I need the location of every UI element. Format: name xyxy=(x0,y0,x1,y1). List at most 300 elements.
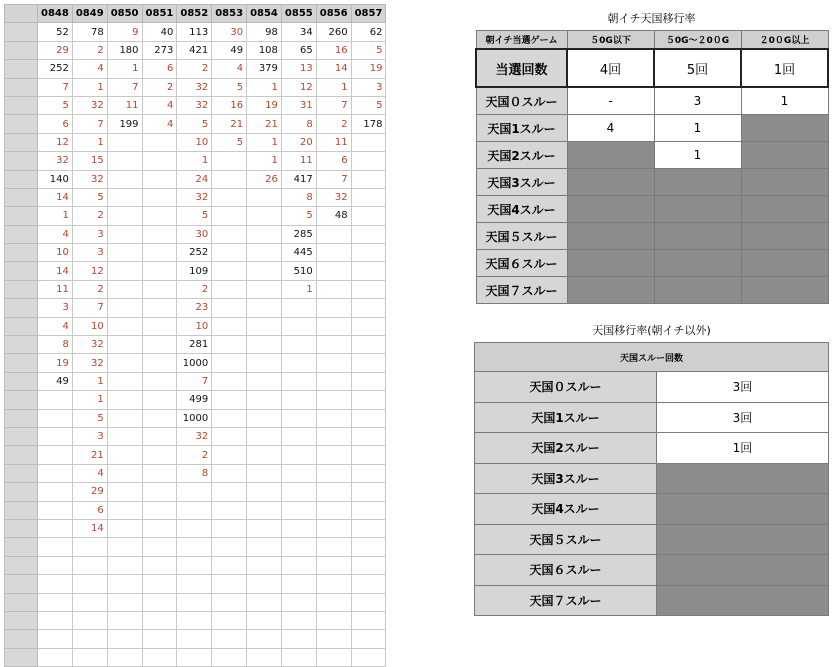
sheet-cell[interactable] xyxy=(247,317,282,335)
column-header[interactable]: 0849 xyxy=(72,5,107,23)
column-header[interactable]: 0855 xyxy=(281,5,316,23)
sheet-cell[interactable]: 34 xyxy=(281,23,316,41)
sheet-cell[interactable] xyxy=(38,538,73,556)
sheet-cell[interactable]: 1 xyxy=(247,152,282,170)
sheet-cell[interactable] xyxy=(72,630,107,648)
sheet-cell[interactable]: 10 xyxy=(72,317,107,335)
sheet-cell[interactable]: 4 xyxy=(38,225,73,243)
sheet-cell[interactable] xyxy=(247,244,282,262)
sheet-cell[interactable] xyxy=(142,262,177,280)
sheet-cell[interactable] xyxy=(38,611,73,629)
sheet-cell[interactable]: 2 xyxy=(72,280,107,298)
sheet-cell[interactable]: 5 xyxy=(72,409,107,427)
sheet-cell[interactable] xyxy=(316,464,351,482)
sheet-cell[interactable]: 8 xyxy=(281,115,316,133)
column-header[interactable]: 0848 xyxy=(38,5,73,23)
sheet-cell[interactable] xyxy=(142,133,177,151)
column-header[interactable]: 0852 xyxy=(177,5,212,23)
sheet-cell[interactable]: 3 xyxy=(351,78,386,96)
sheet-cell[interactable] xyxy=(281,409,316,427)
sheet-cell[interactable] xyxy=(212,630,247,648)
sheet-cell[interactable] xyxy=(142,391,177,409)
sheet-cell[interactable]: 5 xyxy=(351,41,386,59)
sheet-cell[interactable] xyxy=(247,538,282,556)
row-header[interactable] xyxy=(5,225,38,243)
sheet-cell[interactable] xyxy=(351,575,386,593)
sheet-cell[interactable] xyxy=(38,446,73,464)
sheet-cell[interactable]: 2 xyxy=(177,280,212,298)
sheet-cell[interactable] xyxy=(142,556,177,574)
sheet-cell[interactable]: 26 xyxy=(247,170,282,188)
sheet-cell[interactable]: 8 xyxy=(38,336,73,354)
sheet-cell[interactable] xyxy=(212,262,247,280)
sheet-cell[interactable] xyxy=(316,593,351,611)
sheet-cell[interactable]: 113 xyxy=(177,23,212,41)
sheet-cell[interactable] xyxy=(281,611,316,629)
sheet-cell[interactable]: 32 xyxy=(72,170,107,188)
sheet-cell[interactable]: 7 xyxy=(107,78,142,96)
row-header[interactable] xyxy=(5,354,38,372)
sheet-cell[interactable] xyxy=(351,483,386,501)
row-header[interactable] xyxy=(5,41,38,59)
row-header[interactable] xyxy=(5,299,38,317)
sheet-cell[interactable] xyxy=(247,501,282,519)
sheet-cell[interactable] xyxy=(72,611,107,629)
sheet-cell[interactable]: 8 xyxy=(177,464,212,482)
sheet-cell[interactable] xyxy=(247,299,282,317)
sheet-cell[interactable] xyxy=(38,391,73,409)
sheet-cell[interactable]: 421 xyxy=(177,41,212,59)
row-header[interactable] xyxy=(5,593,38,611)
sheet-cell[interactable]: 178 xyxy=(351,115,386,133)
sheet-cell[interactable] xyxy=(316,556,351,574)
sheet-cell[interactable] xyxy=(142,464,177,482)
sheet-cell[interactable]: 499 xyxy=(177,391,212,409)
sheet-cell[interactable] xyxy=(281,336,316,354)
sheet-cell[interactable] xyxy=(212,188,247,206)
sheet-cell[interactable] xyxy=(212,519,247,537)
sheet-cell[interactable] xyxy=(107,280,142,298)
sheet-cell[interactable]: 6 xyxy=(142,60,177,78)
sheet-cell[interactable] xyxy=(212,648,247,666)
row-header[interactable] xyxy=(5,464,38,482)
sheet-cell[interactable] xyxy=(351,538,386,556)
row-header[interactable] xyxy=(5,630,38,648)
sheet-cell[interactable]: 16 xyxy=(212,96,247,114)
sheet-cell[interactable]: 8 xyxy=(281,188,316,206)
sheet-cell[interactable] xyxy=(142,483,177,501)
sheet-cell[interactable] xyxy=(247,354,282,372)
sheet-cell[interactable] xyxy=(142,446,177,464)
sheet-cell[interactable] xyxy=(281,354,316,372)
sheet-cell[interactable] xyxy=(351,299,386,317)
sheet-cell[interactable]: 4 xyxy=(72,464,107,482)
sheet-cell[interactable]: 2 xyxy=(72,41,107,59)
row-header[interactable] xyxy=(5,372,38,390)
sheet-cell[interactable] xyxy=(351,611,386,629)
sheet-cell[interactable] xyxy=(316,225,351,243)
sheet-cell[interactable] xyxy=(247,519,282,537)
sheet-cell[interactable]: 281 xyxy=(177,336,212,354)
row-header[interactable] xyxy=(5,133,38,151)
sheet-cell[interactable]: 1 xyxy=(72,372,107,390)
sheet-cell[interactable] xyxy=(212,225,247,243)
sheet-cell[interactable] xyxy=(107,501,142,519)
sheet-cell[interactable] xyxy=(142,648,177,666)
sheet-cell[interactable] xyxy=(38,593,73,611)
row-header[interactable] xyxy=(5,483,38,501)
sheet-cell[interactable]: 29 xyxy=(38,41,73,59)
sheet-cell[interactable] xyxy=(107,262,142,280)
sheet-cell[interactable] xyxy=(316,648,351,666)
sheet-cell[interactable] xyxy=(38,501,73,519)
sheet-cell[interactable] xyxy=(177,519,212,537)
sheet-cell[interactable] xyxy=(72,593,107,611)
sheet-cell[interactable]: 24 xyxy=(177,170,212,188)
sheet-cell[interactable] xyxy=(107,446,142,464)
column-header[interactable]: 0854 xyxy=(247,5,282,23)
sheet-cell[interactable] xyxy=(142,280,177,298)
sheet-cell[interactable] xyxy=(247,464,282,482)
sheet-cell[interactable]: 252 xyxy=(177,244,212,262)
row-header[interactable] xyxy=(5,409,38,427)
sheet-cell[interactable] xyxy=(142,354,177,372)
sheet-cell[interactable] xyxy=(247,427,282,445)
column-header[interactable]: 0857 xyxy=(351,5,386,23)
sheet-cell[interactable] xyxy=(107,538,142,556)
sheet-cell[interactable] xyxy=(107,336,142,354)
sheet-cell[interactable] xyxy=(177,556,212,574)
sheet-cell[interactable]: 1 xyxy=(72,78,107,96)
sheet-cell[interactable] xyxy=(247,611,282,629)
sheet-cell[interactable] xyxy=(107,593,142,611)
sheet-cell[interactable]: 32 xyxy=(38,152,73,170)
sheet-cell[interactable]: 2 xyxy=(72,207,107,225)
sheet-cell[interactable]: 52 xyxy=(38,23,73,41)
sheet-cell[interactable]: 49 xyxy=(212,41,247,59)
sheet-cell[interactable]: 31 xyxy=(281,96,316,114)
sheet-cell[interactable] xyxy=(212,152,247,170)
row-header[interactable] xyxy=(5,336,38,354)
sheet-cell[interactable]: 21 xyxy=(212,115,247,133)
sheet-cell[interactable]: 32 xyxy=(72,354,107,372)
sheet-cell[interactable] xyxy=(142,593,177,611)
sheet-cell[interactable] xyxy=(281,427,316,445)
sheet-cell[interactable]: 15 xyxy=(72,152,107,170)
sheet-cell[interactable]: 32 xyxy=(177,78,212,96)
sheet-cell[interactable] xyxy=(142,336,177,354)
sheet-cell[interactable] xyxy=(107,225,142,243)
sheet-cell[interactable] xyxy=(247,225,282,243)
sheet-cell[interactable] xyxy=(107,170,142,188)
sheet-cell[interactable]: 11 xyxy=(107,96,142,114)
sheet-cell[interactable]: 7 xyxy=(72,299,107,317)
sheet-cell[interactable]: 1 xyxy=(38,207,73,225)
sheet-cell[interactable] xyxy=(212,409,247,427)
sheet-cell[interactable]: 7 xyxy=(72,115,107,133)
sheet-cell[interactable]: 445 xyxy=(281,244,316,262)
sheet-cell[interactable] xyxy=(247,575,282,593)
sheet-cell[interactable]: 252 xyxy=(38,60,73,78)
sheet-cell[interactable]: 32 xyxy=(72,96,107,114)
sheet-cell[interactable]: 1 xyxy=(247,78,282,96)
sheet-cell[interactable] xyxy=(281,575,316,593)
sheet-cell[interactable] xyxy=(212,575,247,593)
sheet-cell[interactable]: 9 xyxy=(107,23,142,41)
row-header[interactable] xyxy=(5,244,38,262)
sheet-cell[interactable] xyxy=(142,188,177,206)
row-header[interactable] xyxy=(5,575,38,593)
sheet-cell[interactable] xyxy=(142,299,177,317)
sheet-cell[interactable] xyxy=(247,648,282,666)
sheet-cell[interactable]: 5 xyxy=(281,207,316,225)
sheet-cell[interactable] xyxy=(316,427,351,445)
sheet-cell[interactable] xyxy=(281,648,316,666)
sheet-cell[interactable] xyxy=(142,427,177,445)
sheet-cell[interactable]: 5 xyxy=(177,207,212,225)
sheet-cell[interactable] xyxy=(142,372,177,390)
sheet-cell[interactable] xyxy=(281,630,316,648)
sheet-cell[interactable]: 7 xyxy=(316,96,351,114)
sheet-cell[interactable] xyxy=(212,354,247,372)
sheet-cell[interactable] xyxy=(351,152,386,170)
sheet-cell[interactable] xyxy=(107,372,142,390)
sheet-cell[interactable] xyxy=(247,188,282,206)
sheet-cell[interactable] xyxy=(247,372,282,390)
column-header[interactable]: 0853 xyxy=(212,5,247,23)
sheet-cell[interactable]: 4 xyxy=(72,60,107,78)
row-header[interactable] xyxy=(5,556,38,574)
sheet-cell[interactable] xyxy=(38,556,73,574)
sheet-cell[interactable]: 78 xyxy=(72,23,107,41)
sheet-cell[interactable] xyxy=(212,280,247,298)
row-header[interactable] xyxy=(5,96,38,114)
sheet-cell[interactable] xyxy=(316,372,351,390)
sheet-cell[interactable]: 109 xyxy=(177,262,212,280)
sheet-cell[interactable]: 5 xyxy=(72,188,107,206)
sheet-cell[interactable]: 19 xyxy=(247,96,282,114)
sheet-cell[interactable] xyxy=(316,391,351,409)
sheet-cell[interactable] xyxy=(351,170,386,188)
sheet-cell[interactable] xyxy=(316,299,351,317)
sheet-cell[interactable]: 13 xyxy=(281,60,316,78)
sheet-cell[interactable] xyxy=(212,446,247,464)
sheet-cell[interactable] xyxy=(142,519,177,537)
sheet-cell[interactable] xyxy=(107,317,142,335)
sheet-cell[interactable] xyxy=(316,409,351,427)
sheet-cell[interactable] xyxy=(177,593,212,611)
sheet-cell[interactable] xyxy=(316,336,351,354)
sheet-cell[interactable]: 32 xyxy=(72,336,107,354)
sheet-cell[interactable]: 3 xyxy=(72,225,107,243)
sheet-cell[interactable] xyxy=(351,225,386,243)
column-header[interactable]: 0856 xyxy=(316,5,351,23)
sheet-cell[interactable] xyxy=(107,152,142,170)
sheet-cell[interactable]: 12 xyxy=(281,78,316,96)
sheet-cell[interactable]: 4 xyxy=(142,96,177,114)
sheet-cell[interactable]: 6 xyxy=(38,115,73,133)
sheet-cell[interactable] xyxy=(247,262,282,280)
sheet-cell[interactable]: 417 xyxy=(281,170,316,188)
sheet-cell[interactable] xyxy=(351,262,386,280)
sheet-cell[interactable] xyxy=(247,483,282,501)
sheet-cell[interactable]: 5 xyxy=(177,115,212,133)
sheet-cell[interactable] xyxy=(107,556,142,574)
sheet-cell[interactable] xyxy=(247,556,282,574)
sheet-cell[interactable] xyxy=(107,575,142,593)
sheet-cell[interactable] xyxy=(212,611,247,629)
sheet-cell[interactable] xyxy=(142,630,177,648)
sheet-cell[interactable] xyxy=(281,483,316,501)
sheet-cell[interactable]: 23 xyxy=(177,299,212,317)
sheet-cell[interactable]: 4 xyxy=(142,115,177,133)
sheet-cell[interactable] xyxy=(142,611,177,629)
sheet-cell[interactable] xyxy=(281,538,316,556)
sheet-cell[interactable] xyxy=(72,538,107,556)
row-header[interactable] xyxy=(5,262,38,280)
sheet-cell[interactable] xyxy=(316,244,351,262)
sheet-cell[interactable]: 14 xyxy=(72,519,107,537)
sheet-cell[interactable] xyxy=(38,648,73,666)
sheet-cell[interactable]: 1 xyxy=(316,78,351,96)
sheet-cell[interactable]: 7 xyxy=(38,78,73,96)
sheet-cell[interactable] xyxy=(177,611,212,629)
sheet-cell[interactable] xyxy=(177,630,212,648)
sheet-cell[interactable]: 1 xyxy=(72,391,107,409)
sheet-cell[interactable] xyxy=(212,593,247,611)
row-header[interactable] xyxy=(5,115,38,133)
sheet-cell[interactable] xyxy=(351,336,386,354)
sheet-cell[interactable] xyxy=(316,630,351,648)
sheet-cell[interactable]: 5 xyxy=(212,133,247,151)
sheet-cell[interactable]: 32 xyxy=(177,427,212,445)
sheet-cell[interactable]: 5 xyxy=(351,96,386,114)
sheet-cell[interactable] xyxy=(351,280,386,298)
sheet-cell[interactable]: 3 xyxy=(72,244,107,262)
sheet-cell[interactable] xyxy=(247,446,282,464)
sheet-cell[interactable]: 49 xyxy=(38,372,73,390)
sheet-cell[interactable] xyxy=(351,648,386,666)
sheet-cell[interactable] xyxy=(247,336,282,354)
sheet-cell[interactable] xyxy=(212,427,247,445)
sheet-cell[interactable]: 140 xyxy=(38,170,73,188)
row-header[interactable] xyxy=(5,501,38,519)
row-header[interactable] xyxy=(5,152,38,170)
sheet-cell[interactable]: 20 xyxy=(281,133,316,151)
sheet-cell[interactable]: 260 xyxy=(316,23,351,41)
sheet-cell[interactable] xyxy=(281,519,316,537)
sheet-cell[interactable] xyxy=(107,611,142,629)
sheet-cell[interactable] xyxy=(107,427,142,445)
row-header[interactable] xyxy=(5,391,38,409)
sheet-cell[interactable] xyxy=(107,207,142,225)
sheet-cell[interactable]: 1 xyxy=(177,152,212,170)
sheet-cell[interactable] xyxy=(247,409,282,427)
sheet-cell[interactable] xyxy=(38,519,73,537)
sheet-cell[interactable] xyxy=(212,372,247,390)
sheet-cell[interactable] xyxy=(281,464,316,482)
sheet-cell[interactable]: 7 xyxy=(177,372,212,390)
sheet-cell[interactable]: 16 xyxy=(316,41,351,59)
sheet-cell[interactable] xyxy=(177,483,212,501)
sheet-cell[interactable] xyxy=(38,427,73,445)
sheet-cell[interactable]: 5 xyxy=(38,96,73,114)
sheet-cell[interactable] xyxy=(38,464,73,482)
sheet-cell[interactable]: 62 xyxy=(351,23,386,41)
sheet-cell[interactable] xyxy=(316,354,351,372)
sheet-cell[interactable]: 2 xyxy=(177,60,212,78)
sheet-cell[interactable]: 40 xyxy=(142,23,177,41)
sheet-cell[interactable]: 19 xyxy=(351,60,386,78)
row-header[interactable] xyxy=(5,23,38,41)
sheet-cell[interactable] xyxy=(107,299,142,317)
sheet-cell[interactable] xyxy=(212,391,247,409)
sheet-cell[interactable] xyxy=(107,630,142,648)
sheet-cell[interactable]: 5 xyxy=(212,78,247,96)
sheet-cell[interactable] xyxy=(212,483,247,501)
sheet-cell[interactable]: 285 xyxy=(281,225,316,243)
sheet-cell[interactable] xyxy=(351,519,386,537)
sheet-cell[interactable] xyxy=(281,391,316,409)
sheet-cell[interactable]: 108 xyxy=(247,41,282,59)
row-header[interactable] xyxy=(5,60,38,78)
sheet-cell[interactable] xyxy=(107,464,142,482)
sheet-cell[interactable] xyxy=(107,648,142,666)
row-header[interactable] xyxy=(5,446,38,464)
sheet-cell[interactable] xyxy=(281,556,316,574)
sheet-cell[interactable] xyxy=(107,188,142,206)
row-header[interactable] xyxy=(5,611,38,629)
sheet-cell[interactable]: 14 xyxy=(38,188,73,206)
sheet-cell[interactable] xyxy=(316,538,351,556)
sheet-cell[interactable]: 3 xyxy=(38,299,73,317)
sheet-cell[interactable]: 10 xyxy=(177,317,212,335)
sheet-cell[interactable]: 11 xyxy=(316,133,351,151)
row-header[interactable] xyxy=(5,207,38,225)
sheet-cell[interactable] xyxy=(72,575,107,593)
sheet-cell[interactable]: 2 xyxy=(177,446,212,464)
sheet-cell[interactable] xyxy=(177,538,212,556)
sheet-cell[interactable] xyxy=(212,244,247,262)
sheet-cell[interactable] xyxy=(247,280,282,298)
sheet-cell[interactable]: 19 xyxy=(38,354,73,372)
sheet-cell[interactable] xyxy=(351,427,386,445)
sheet-cell[interactable] xyxy=(142,538,177,556)
sheet-cell[interactable]: 4 xyxy=(38,317,73,335)
sheet-cell[interactable]: 6 xyxy=(72,501,107,519)
sheet-cell[interactable] xyxy=(281,372,316,390)
sheet-cell[interactable] xyxy=(247,593,282,611)
sheet-cell[interactable] xyxy=(107,354,142,372)
row-header[interactable] xyxy=(5,317,38,335)
sheet-cell[interactable] xyxy=(316,519,351,537)
row-header[interactable] xyxy=(5,427,38,445)
sheet-cell[interactable] xyxy=(38,575,73,593)
sheet-cell[interactable] xyxy=(281,317,316,335)
sheet-cell[interactable]: 273 xyxy=(142,41,177,59)
column-header[interactable]: 0851 xyxy=(142,5,177,23)
sheet-cell[interactable] xyxy=(351,409,386,427)
sheet-cell[interactable] xyxy=(38,630,73,648)
sheet-cell[interactable]: 10 xyxy=(38,244,73,262)
sheet-cell[interactable] xyxy=(142,225,177,243)
sheet-cell[interactable] xyxy=(142,317,177,335)
sheet-cell[interactable] xyxy=(177,501,212,519)
sheet-cell[interactable] xyxy=(142,244,177,262)
sheet-cell[interactable]: 32 xyxy=(177,96,212,114)
sheet-cell[interactable] xyxy=(281,446,316,464)
row-header[interactable] xyxy=(5,538,38,556)
